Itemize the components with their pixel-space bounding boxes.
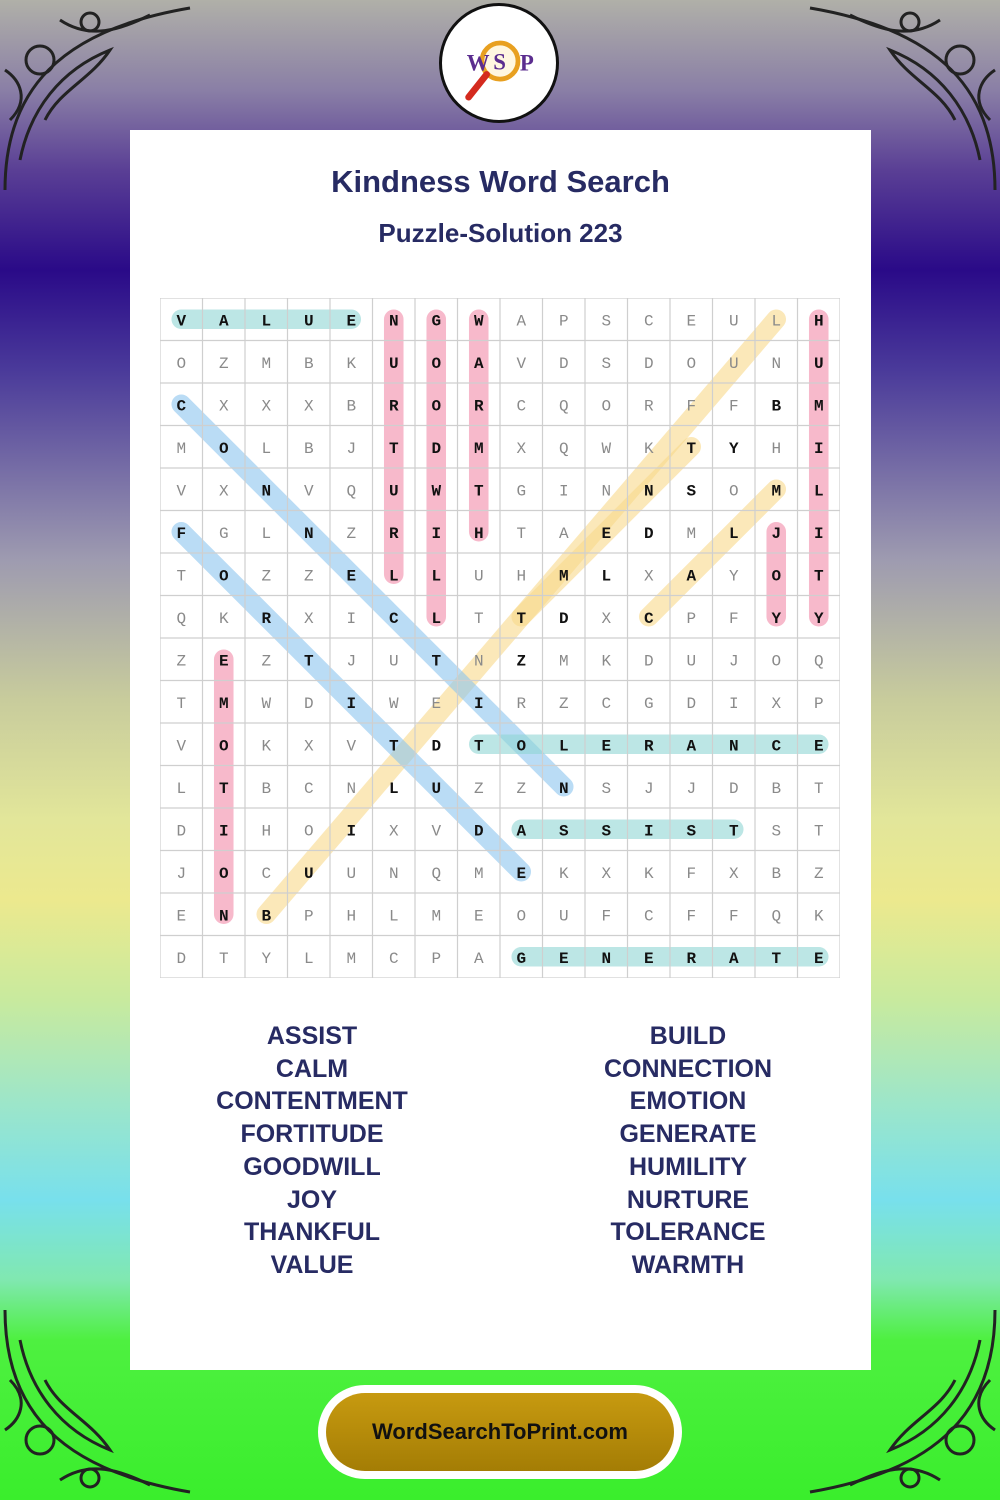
word-list-item: CONTENTMENT [216, 1087, 408, 1116]
grid-letter: H [473, 524, 484, 543]
grid-letter: H [516, 567, 527, 586]
grid-letter: X [601, 864, 612, 883]
grid-letter: C [303, 779, 314, 798]
word-list-item: HUMILITY [628, 1152, 748, 1181]
grid-letter: S [686, 482, 697, 501]
grid-letter: I [643, 822, 654, 841]
grid-letter: E [346, 312, 357, 331]
grid-letter: M [771, 482, 782, 501]
grid-letter: E [473, 907, 484, 926]
word-list-item: CALM [275, 1054, 349, 1083]
grid-letter: R [388, 524, 399, 543]
grid-letter: L [431, 567, 442, 586]
grid-letter: J [346, 652, 357, 671]
grid-letter: L [813, 482, 824, 501]
grid-letter: O [728, 482, 739, 501]
grid-letter: A [473, 354, 484, 373]
grid-letter: O [771, 652, 782, 671]
word-list-item: ASSIST [266, 1022, 358, 1050]
grid-letter: F [686, 864, 697, 883]
grid-letter: L [728, 524, 739, 543]
grid-letter: M [558, 652, 569, 671]
grid-letter: L [601, 567, 612, 586]
grid-letter: O [218, 737, 229, 756]
grid-letter: Z [813, 864, 824, 883]
website-link-label: WordSearchToPrint.com [326, 1393, 674, 1471]
grid-letter: M [473, 864, 484, 883]
grid-letter: D [176, 822, 187, 841]
grid-letter: U [388, 482, 399, 501]
grid-letter: T [728, 822, 739, 841]
grid-letter: D [473, 822, 484, 841]
grid-letter: L [558, 737, 569, 756]
grid-letter: T [813, 567, 824, 586]
grid-letter: N [601, 949, 612, 968]
word-list-right [538, 1020, 838, 1282]
grid-letter: B [303, 354, 314, 373]
grid-letter: P [813, 694, 824, 713]
grid-letter: W [473, 312, 484, 331]
grid-letter: Y [771, 609, 782, 628]
grid-letter: M [558, 567, 569, 586]
grid-letter: C [643, 609, 654, 628]
grid-letter: P [303, 907, 314, 926]
grid-letter: M [218, 694, 229, 713]
grid-letter: X [643, 567, 654, 586]
grid-letter: K [558, 864, 569, 883]
grid-letter: R [388, 397, 399, 416]
word-list-item: TOLERANCE [610, 1218, 766, 1247]
grid-letter: Y [813, 609, 824, 628]
grid-letter: X [601, 609, 612, 628]
grid-letter: P [686, 609, 697, 628]
grid-letter: Q [431, 864, 442, 883]
grid-letter: S [771, 822, 782, 841]
grid-letter: Q [558, 397, 569, 416]
grid-letter: C [388, 949, 399, 968]
grid-letter: J [771, 524, 782, 543]
grid-letter: I [431, 524, 442, 543]
grid-letter: M [261, 354, 272, 373]
grid-letter: C [771, 737, 782, 756]
grid-letter: N [261, 482, 272, 501]
grid-letter: Y [728, 567, 739, 586]
grid-letter: D [643, 354, 654, 373]
grid-letter: O [516, 907, 527, 926]
grid-letter: Q [346, 482, 357, 501]
grid-letter: J [346, 439, 357, 458]
grid-letter: K [346, 354, 357, 373]
grid-letter: J [643, 779, 654, 798]
grid-letter: X [303, 609, 314, 628]
grid-letter: S [601, 779, 612, 798]
grid-letter: K [643, 439, 654, 458]
grid-letter: T [686, 439, 697, 458]
grid-letter: A [473, 949, 484, 968]
grid-letter: V [303, 482, 314, 501]
grid-letter: A [558, 524, 569, 543]
grid-letter: C [601, 694, 612, 713]
grid-letter: I [728, 694, 739, 713]
grid-letter: Z [176, 652, 187, 671]
grid-letter: Q [176, 609, 187, 628]
grid-letter: D [431, 439, 442, 458]
grid-letter: P [558, 312, 569, 331]
word-list-item: CONNECTION [603, 1054, 773, 1083]
grid-letter: B [261, 907, 272, 926]
grid-letter: L [388, 567, 399, 586]
grid-letter: Z [261, 652, 272, 671]
grid-letter: N [771, 354, 782, 373]
grid-letter: N [388, 864, 399, 883]
grid-letter: A [218, 312, 229, 331]
grid-letter: D [431, 737, 442, 756]
grid-letter: C [643, 907, 654, 926]
grid-letter: K [218, 609, 229, 628]
grid-letter: U [303, 864, 314, 883]
grid-letter: J [728, 652, 739, 671]
grid-letter: W [601, 439, 612, 458]
word-list-item: JOY [286, 1185, 338, 1214]
website-link-button[interactable] [318, 1385, 682, 1479]
grid-letter: C [516, 397, 527, 416]
word-list-item: GENERATE [619, 1120, 757, 1149]
grid-letter: U [303, 312, 314, 331]
grid-letter: T [473, 737, 484, 756]
grid-letter: X [771, 694, 782, 713]
grid-letter: R [473, 397, 484, 416]
grid-letter: I [346, 609, 357, 628]
grid-letter: X [218, 397, 229, 416]
grid-letter: U [813, 354, 824, 373]
grid-letter: B [771, 779, 782, 798]
grid-letter: W [388, 694, 399, 713]
grid-letter: U [728, 354, 739, 373]
grid-letter: S [558, 822, 569, 841]
grid-letter: L [431, 609, 442, 628]
logo-letter-s: S [493, 49, 506, 75]
grid-letter: Y [728, 439, 739, 458]
grid-letter: U [388, 354, 399, 373]
grid-letter: G [643, 694, 654, 713]
grid-letter: W [431, 482, 442, 501]
grid-letter: B [261, 779, 272, 798]
grid-letter: V [346, 737, 357, 756]
grid-letter: U [686, 652, 697, 671]
grid-letter: Z [261, 567, 272, 586]
grid-letter: I [473, 694, 484, 713]
grid-letter: V [176, 482, 187, 501]
grid-letter: K [813, 907, 824, 926]
grid-letter: L [176, 779, 187, 798]
grid-letter: E [346, 567, 357, 586]
grid-letter: E [431, 694, 442, 713]
grid-letter: S [601, 822, 612, 841]
word-list-left [162, 1020, 462, 1282]
grid-letter: C [261, 864, 272, 883]
grid-letter: L [261, 439, 272, 458]
grid-letter: H [771, 439, 782, 458]
grid-letter: V [516, 354, 527, 373]
grid-letter: G [516, 482, 527, 501]
grid-letter: X [218, 482, 229, 501]
grid-letter: V [176, 312, 187, 331]
grid-letter: S [686, 822, 697, 841]
grid-letter: L [388, 907, 399, 926]
grid-letter: R [261, 609, 272, 628]
grid-letter: N [303, 524, 314, 543]
grid-letter: M [431, 907, 442, 926]
grid-letter: I [813, 524, 824, 543]
grid-letter: L [261, 524, 272, 543]
grid-letter: T [516, 609, 527, 628]
grid-letter: A [728, 949, 739, 968]
grid-letter: C [643, 312, 654, 331]
grid-letter: B [346, 397, 357, 416]
grid-letter: E [601, 737, 612, 756]
grid-letter: K [261, 737, 272, 756]
grid-letter: T [388, 439, 399, 458]
grid-letter: T [388, 737, 399, 756]
grid-letter: H [346, 907, 357, 926]
grid-letter: B [771, 864, 782, 883]
grid-letter: U [346, 864, 357, 883]
grid-letter: A [516, 822, 527, 841]
grid-letter: L [771, 312, 782, 331]
grid-letter: K [601, 652, 612, 671]
word-list-item: FORTITUDE [240, 1120, 384, 1149]
grid-letter: H [813, 312, 824, 331]
grid-letter: C [176, 397, 187, 416]
grid-letter: Z [303, 567, 314, 586]
grid-letter: G [431, 312, 442, 331]
grid-letter: D [643, 652, 654, 671]
grid-letter: T [516, 524, 527, 543]
grid-letter: E [813, 737, 824, 756]
grid-letter: D [558, 609, 569, 628]
grid-letter: B [771, 397, 782, 416]
site-logo[interactable] [439, 3, 559, 123]
grid-letter: H [261, 822, 272, 841]
grid-letter: T [473, 482, 484, 501]
grid-letter: O [771, 567, 782, 586]
grid-letter: D [558, 354, 569, 373]
word-list-item: WARMTH [631, 1250, 745, 1279]
grid-letter: Q [813, 652, 824, 671]
logo-letter-p: P [519, 50, 534, 76]
grid-letter: N [728, 737, 739, 756]
grid-letter: C [388, 609, 399, 628]
grid-letter: O [303, 822, 314, 841]
grid-letter: E [813, 949, 824, 968]
grid-letter: I [558, 482, 569, 501]
grid-letter: T [431, 652, 442, 671]
grid-letter: Q [771, 907, 782, 926]
grid-letter: F [728, 397, 739, 416]
grid-letter: E [558, 949, 569, 968]
grid-letter: P [431, 949, 442, 968]
grid-letter: R [516, 694, 527, 713]
grid-letter: F [601, 907, 612, 926]
grid-letter: K [643, 864, 654, 883]
grid-letter: Z [473, 779, 484, 798]
grid-letter: E [218, 652, 229, 671]
grid-letter: E [516, 864, 527, 883]
grid-letter: Q [558, 439, 569, 458]
word-list-item: BUILD [649, 1022, 727, 1050]
grid-letter: R [643, 397, 654, 416]
grid-letter: O [218, 864, 229, 883]
page-subtitle: Puzzle-Solution 223 [378, 218, 623, 248]
grid-letter: O [218, 439, 229, 458]
grid-letter: O [516, 737, 527, 756]
word-list-item: GOODWILL [243, 1152, 381, 1181]
grid-letter: L [261, 312, 272, 331]
grid-letter: M [473, 439, 484, 458]
grid-letter: N [218, 907, 229, 926]
grid-letter: X [728, 864, 739, 883]
grid-letter: F [176, 524, 187, 543]
word-list-item: VALUE [270, 1250, 354, 1279]
grid-letter: T [813, 822, 824, 841]
grid-letter: Y [261, 949, 272, 968]
grid-letter: O [218, 567, 229, 586]
grid-letter: I [346, 694, 357, 713]
word-list-item: EMOTION [629, 1087, 747, 1116]
grid-letter: E [643, 949, 654, 968]
grid-letter: N [346, 779, 357, 798]
grid-letter: A [516, 312, 527, 331]
grid-letter: N [643, 482, 654, 501]
grid-letter: J [176, 864, 187, 883]
grid-letter: D [643, 524, 654, 543]
grid-letter: G [516, 949, 527, 968]
grid-letter: A [686, 567, 697, 586]
grid-letter: S [601, 354, 612, 373]
grid-letter: O [431, 354, 442, 373]
grid-letter: U [728, 312, 739, 331]
grid-letter: T [176, 694, 187, 713]
word-search-grid [160, 298, 840, 978]
grid-letter: J [686, 779, 697, 798]
grid-letter: R [686, 949, 697, 968]
grid-letter: O [431, 397, 442, 416]
grid-letter: R [643, 737, 654, 756]
grid-letter: D [686, 694, 697, 713]
grid-letter: Z [558, 694, 569, 713]
grid-letter: N [473, 652, 484, 671]
grid-letter: T [473, 609, 484, 628]
grid-letter: O [601, 397, 612, 416]
word-list-item: NURTURE [626, 1185, 750, 1214]
grid-letter: N [601, 482, 612, 501]
grid-letter: X [388, 822, 399, 841]
grid-letter: D [176, 949, 187, 968]
grid-letter: T [771, 949, 782, 968]
grid-letter: T [218, 779, 229, 798]
grid-letter: U [558, 907, 569, 926]
grid-letter: U [431, 779, 442, 798]
grid-letter: X [516, 439, 527, 458]
grid-letter: I [218, 822, 229, 841]
grid-letter: T [218, 949, 229, 968]
grid-letter: T [303, 652, 314, 671]
grid-letter: F [728, 609, 739, 628]
grid-letter: F [728, 907, 739, 926]
grid-letter: M [686, 524, 697, 543]
grid-letter: G [218, 524, 229, 543]
grid-letter: D [303, 694, 314, 713]
grid-letter: I [346, 822, 357, 841]
grid-letter: Z [218, 354, 229, 373]
grid-letter: I [813, 439, 824, 458]
grid-letter: D [728, 779, 739, 798]
grid-letter: E [176, 907, 187, 926]
grid-letter: F [686, 907, 697, 926]
grid-letter: X [303, 737, 314, 756]
grid-letter: S [601, 312, 612, 331]
grid-letter: X [261, 397, 272, 416]
grid-letter: V [176, 737, 187, 756]
grid-letter: F [686, 397, 697, 416]
grid-letter: V [431, 822, 442, 841]
grid-letter: N [558, 779, 569, 798]
page-title: Kindness Word Search [331, 164, 670, 199]
grid-letter: E [601, 524, 612, 543]
grid-letter: M [346, 949, 357, 968]
grid-letter: Z [516, 652, 527, 671]
grid-letter: L [388, 779, 399, 798]
grid-letter: A [686, 737, 697, 756]
grid-letter: N [388, 312, 399, 331]
grid-letter: B [303, 439, 314, 458]
grid-letter: T [176, 567, 187, 586]
grid-letter: Z [346, 524, 357, 543]
grid-svg [160, 298, 840, 978]
grid-letter: L [303, 949, 314, 968]
grid-letter: U [388, 652, 399, 671]
grid-letter: M [813, 397, 824, 416]
grid-letter: T [813, 779, 824, 798]
grid-letter: W [261, 694, 272, 713]
grid-letter: U [473, 567, 484, 586]
grid-letter: E [686, 312, 697, 331]
grid-letter: O [176, 354, 187, 373]
logo-letter-w: W [466, 50, 490, 76]
grid-letter: Z [516, 779, 527, 798]
grid-letter: O [686, 354, 697, 373]
grid-letter: M [176, 439, 187, 458]
word-list-item: THANKFUL [243, 1218, 381, 1247]
grid-letter: X [303, 397, 314, 416]
